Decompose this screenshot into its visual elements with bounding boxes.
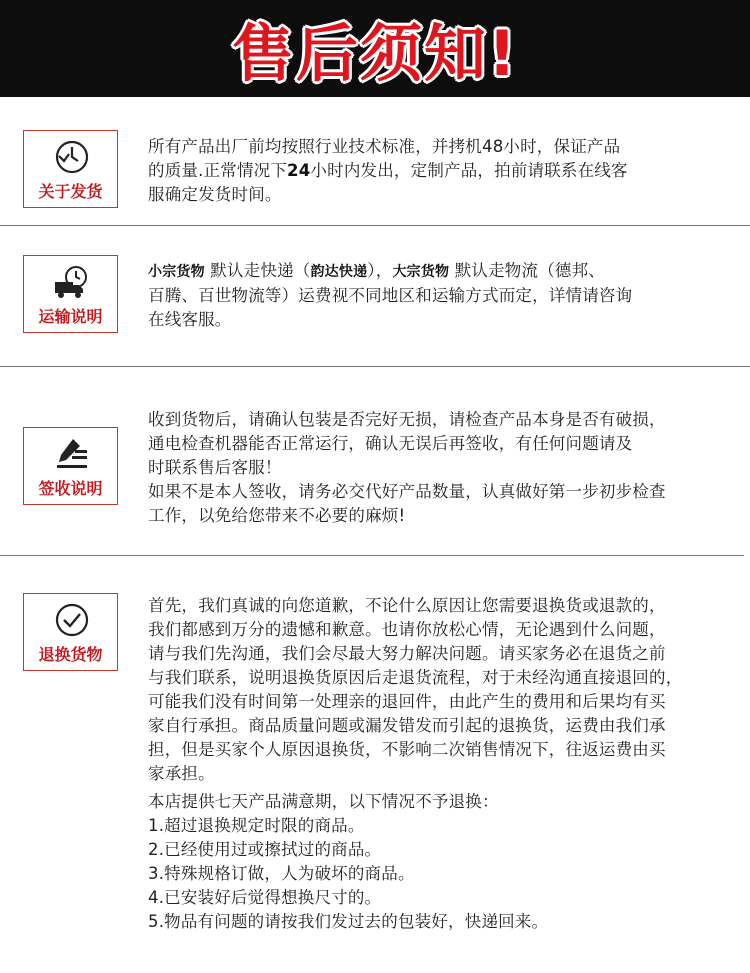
list-item: 4.已安装好后觉得想换尺寸的。 — [148, 888, 382, 907]
list-item: 3.特殊规格订做，人为破坏的商品。 — [148, 864, 415, 883]
shipping-line-2: 百腾、百世物流等）运费视不同地区和运输方式而定，详情请咨询 — [148, 286, 633, 305]
shipping-line-3: 在线客服。 — [148, 310, 232, 329]
returns-line-1: 首先，我们真诚的向您道歉，不论什么原因让您需要退换货或退款的， — [148, 596, 666, 615]
returns-badge — [23, 593, 118, 671]
check-circle-icon — [53, 602, 91, 638]
shipping-text — [148, 259, 733, 332]
signing-line-5: 工作，以免给您带来不必要的麻烦! — [148, 506, 406, 525]
delivery-truck-clock-icon — [53, 264, 91, 300]
signing-text — [148, 408, 733, 528]
returns-label: 退换货物 — [38, 645, 103, 664]
list-item: 1.超过退换规定时限的商品。 — [148, 816, 365, 835]
returns-line-6: 家自行承担。商品质量问题或漏发错发而引起的退换货，运费由我们承 — [148, 716, 666, 735]
returns-line-2: 我们都感到万分的遗憾和歉意。也请你放松心情，无论遇到什么问题， — [148, 620, 666, 639]
returns-line-5: 可能我们没有时间第一处理亲的退回件，由此产生的费用和后果均有买 — [148, 692, 666, 711]
shipping-badge — [23, 255, 118, 333]
header-banner — [0, 0, 750, 97]
signing-line-1: 收到货物后，请确认包装是否完好无损，请检查产品本身是否有破损， — [148, 410, 666, 429]
list-item: 5.物品有问题的请按我们发过去的包装好，快递回来。 — [148, 912, 549, 931]
returns-line-3: 请与我们先沟通，我们会尽最大努力解决问题。请买家务必在退货之前 — [148, 644, 666, 663]
page-title: 售后须知! — [231, 17, 519, 90]
signing-label: 签收说明 — [38, 479, 103, 498]
returns-text — [148, 594, 738, 934]
delivery-line-1: 所有产品出厂前均按照行业技术标准，并拷机48小时，保证产品 — [148, 137, 621, 156]
delivery-line-3: 服确定发货时间。 — [148, 185, 282, 204]
delivery-line-2: 的质量.正常情况下24小时内发出，定制产品，拍前请联系在线客 — [148, 161, 628, 180]
divider — [0, 225, 750, 226]
list-item: 2.已经使用过或擦拭过的商品。 — [148, 840, 382, 859]
divider — [0, 366, 750, 367]
signing-line-4: 如果不是本人签收，请务必交代好产品数量，认真做好第一步初步检查 — [148, 482, 666, 501]
signing-line-2: 通电检查机器能否正常运行，确认无误后再签收，有任何问题请及 — [148, 434, 633, 453]
delivery-text — [148, 135, 733, 207]
delivery-badge — [23, 130, 118, 208]
signing-line-3: 时联系售后客服！ — [148, 458, 282, 477]
clock-check-icon — [53, 139, 91, 175]
pen-sign-icon — [53, 436, 91, 472]
shipping-label: 运输说明 — [38, 307, 103, 326]
returns-line-7: 担，但是买家个人原因退换货，不影响二次销售情况下，往返运费由买 — [148, 740, 666, 759]
delivery-label: 关于发货 — [38, 182, 103, 201]
returns-line-8: 家承担。 — [148, 764, 215, 783]
returns-line-4: 与我们联系，说明退换货原因后走退货流程，对于未经沟通直接退回的， — [148, 668, 683, 687]
shipping-line-1: 小宗货物 默认走快递（韵达快递），大宗货物 默认走物流（德邦、 — [148, 261, 606, 280]
divider — [0, 555, 744, 556]
returns-policy-intro: 本店提供七天产品满意期，以下情况不予退换： — [148, 792, 499, 811]
signing-badge — [23, 427, 118, 505]
